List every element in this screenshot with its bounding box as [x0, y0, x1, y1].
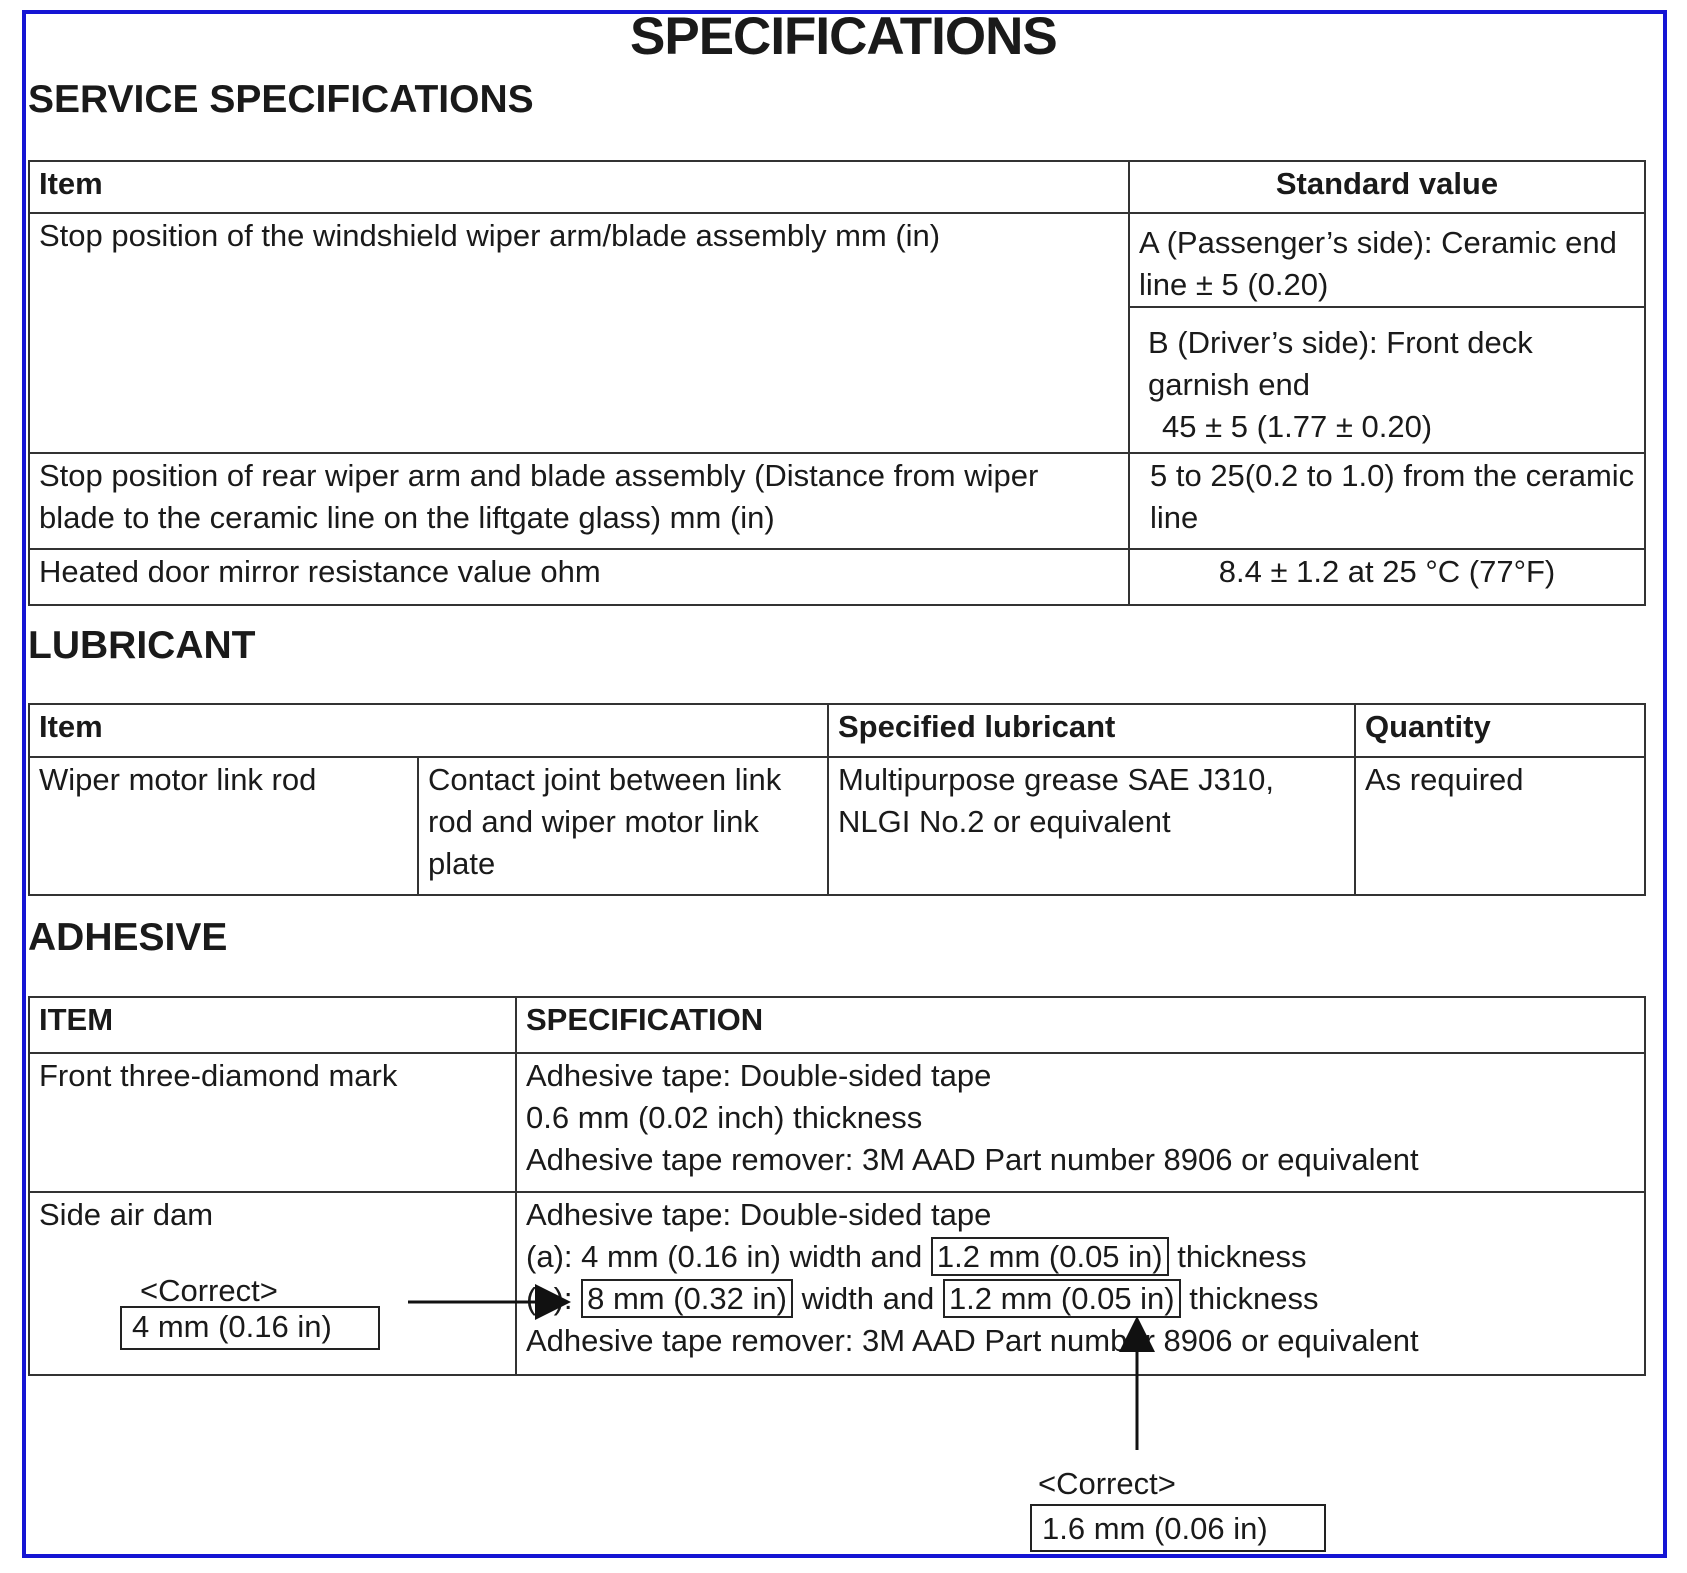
lubricant-point: Contact joint between link rod and wiper motor link plate — [418, 757, 828, 895]
col-header-quantity: Quantity — [1355, 704, 1645, 757]
lubricant-item: Wiper motor link rod — [29, 757, 418, 895]
value-rear-wiper: 5 to 25(0.2 to 1.0) from the ceramic line — [1129, 453, 1645, 549]
spec-b-suffix: thickness — [1189, 1281, 1319, 1316]
adhesive-item-side-air-dam: Side air dam — [29, 1192, 516, 1375]
spec-a-width: (a): 4 mm (0.16 in) — [526, 1239, 781, 1274]
spec-line: Adhesive tape remover: 3M AAD Part number 8906 or equivalent — [526, 1142, 1419, 1177]
lubricant-heading: LUBRICANT — [28, 624, 256, 667]
spec-b-mid: width and — [801, 1281, 935, 1316]
correction-value-thickness: 1.6 mm (0.06 in) — [1030, 1504, 1326, 1552]
col-header-item: ITEM — [29, 997, 516, 1053]
col-header-specification: SPECIFICATION — [516, 997, 1645, 1053]
row-item-windshield-wiper: Stop position of the windshield wiper arm/blade assembly mm (in) — [29, 213, 1129, 453]
value-passenger-side: A (Passenger’s side): Ceramic end line ± 5 (0.20) — [1129, 213, 1645, 307]
value-heated-mirror: 8.4 ± 1.2 at 25 °C (77°F) — [1129, 549, 1645, 605]
spec-b-thickness-highlight: 1.2 mm (0.05 in) — [943, 1279, 1181, 1318]
value-driver-side-text: B (Driver’s side): Front deck garnish end — [1148, 325, 1533, 402]
row-item-heated-mirror: Heated door mirror resistance value ohm — [29, 549, 1129, 605]
spec-a-suffix: thickness — [1177, 1239, 1307, 1274]
spec-a-mid: width and — [789, 1239, 923, 1274]
lubricant-quantity: As required — [1355, 757, 1645, 895]
spec-line: Adhesive tape remover: 3M AAD Part number 8906 or equivalent — [526, 1323, 1419, 1358]
spec-line: Adhesive tape: Double-sided tape — [526, 1197, 992, 1232]
correction-label-width: <Correct> — [140, 1273, 278, 1308]
adhesive-heading: ADHESIVE — [28, 916, 228, 959]
spec-b-width-highlight: 8 mm (0.32 in) — [581, 1279, 793, 1318]
correction-label-thickness: <Correct> — [1038, 1466, 1176, 1501]
spec-line: Adhesive tape: Double-sided tape — [526, 1058, 992, 1093]
col-header-item: Item — [29, 704, 828, 757]
spec-a-thickness-highlight: 1.2 mm (0.05 in) — [931, 1237, 1169, 1276]
col-header-standard-value: Standard value — [1129, 161, 1645, 213]
page-title: SPECIFICATIONS — [630, 7, 1057, 66]
col-header-item: Item — [29, 161, 1129, 213]
correction-value-width: 4 mm (0.16 in) — [120, 1306, 380, 1350]
value-driver-side-measure: 45 ± 5 (1.77 ± 0.20) — [1162, 409, 1433, 444]
service-specifications-heading: SERVICE SPECIFICATIONS — [28, 78, 534, 121]
col-header-specified-lubricant: Specified lubricant — [828, 704, 1355, 757]
spec-b-prefix: (b): — [526, 1281, 573, 1316]
adhesive-item-front-mark: Front three-diamond mark — [29, 1053, 516, 1192]
spec-line: 0.6 mm (0.02 inch) thickness — [526, 1100, 923, 1135]
lubricant-name: Multipurpose grease SAE J310, NLGI No.2 or equivalent — [828, 757, 1355, 895]
row-item-rear-wiper: Stop position of rear wiper arm and blade assembly (Distance from wiper blade to the ceramic line on the liftgate glass) mm (in) — [29, 453, 1129, 549]
